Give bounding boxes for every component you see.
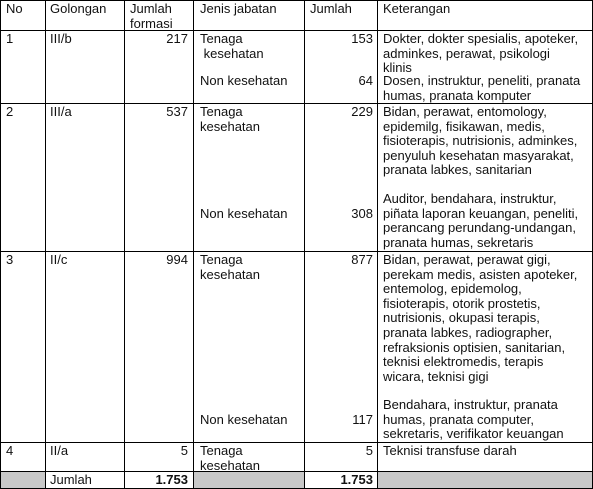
- row2-formasi: 537: [166, 104, 188, 119]
- vline-1: [45, 0, 46, 489]
- header-jenis-jabatan: Jenis jabatan: [200, 1, 277, 16]
- row2-jumlah-2: 308: [351, 206, 373, 221]
- row1-jenis-1: Tenaga kesehatan: [200, 31, 264, 61]
- row1-jumlah-1: 153: [351, 31, 373, 46]
- row1-keterangan-2: Dosen, instruktur, peneliti, pranata humas, pranata komputer: [383, 73, 581, 103]
- row2-jenis-2: Non kesehatan: [200, 206, 288, 221]
- vline-5: [377, 0, 378, 489]
- row2-keterangan-2: Auditor, bendahara, instruktur, piñata laporan keuangan, peneliti, perancang perundang-undangan, pranata humas, sekretaris: [383, 191, 579, 250]
- row4-golongan: II/a: [50, 443, 69, 458]
- total-formasi: 1.753: [155, 472, 188, 487]
- vline-4: [304, 0, 305, 489]
- header-golongan: Golongan: [50, 1, 107, 16]
- row2-keterangan-1: Bidan, perawat, entomology, epidemilg, fisikawan, medis, fisioterapis, nutrisionis, adminkes, penyuluh kesehatan masyarakat, pranata labkes, sanitarian: [383, 104, 578, 178]
- row3-no: 3: [6, 252, 14, 267]
- row2-jenis-1: Tenaga kesehatan: [200, 104, 260, 134]
- row3-keterangan-2: Bendahara, instruktur, pranata humas, pranata computer, sekretaris, verifikator keuangan: [383, 397, 564, 442]
- header-keterangan: Keterangan: [383, 1, 451, 16]
- row3-keterangan-1: Bidan, perawat, perawat gigi, perekam medis, asisten apoteker, entemolog, epidemolog, fisioterapis, otorik prostetis, nutrisionis, okupasi terapis, pranata labkes, radiographer, refraksionis optisien, sanitarian, teknisi elektromedis, terapis wicara, teknisi gigi: [383, 252, 578, 384]
- row4-formasi: 5: [180, 443, 188, 458]
- row3-formasi: 994: [166, 252, 188, 267]
- row1-golongan: III/b: [50, 31, 72, 46]
- header-jumlah: Jumlah: [310, 1, 352, 16]
- row3-jenis-1: Tenaga kesehatan: [200, 252, 260, 282]
- row3-golongan: II/c: [50, 252, 68, 267]
- header-jumlah-formasi: Jumlah formasi: [130, 1, 173, 31]
- row4-jumlah-1: 5: [365, 443, 373, 458]
- vline-3: [193, 0, 194, 489]
- row3-jumlah-2: 117: [352, 412, 373, 427]
- total-shade-mid: [194, 472, 304, 488]
- vline-0: [0, 0, 1, 489]
- row4-no: 4: [6, 443, 14, 458]
- vline-2: [124, 0, 125, 489]
- total-jumlah: 1.753: [340, 472, 373, 487]
- row1-jumlah-2: 64: [358, 73, 373, 88]
- row1-no: 1: [6, 31, 14, 46]
- row3-jenis-2: Non kesehatan: [200, 412, 288, 427]
- row1-keterangan-1: Dokter, dokter spesialis, apoteker, adminkes, perawat, psikologi klinis: [383, 31, 579, 76]
- row2-golongan: III/a: [50, 104, 72, 119]
- total-label: Jumlah: [50, 472, 92, 487]
- row1-jenis-2: Non kesehatan: [200, 73, 288, 88]
- row1-formasi: 217: [166, 31, 188, 46]
- row4-keterangan-1: Teknisi transfuse darah: [383, 443, 517, 458]
- row4-jenis-1: Tenaga kesehatan: [200, 443, 260, 473]
- row3-jumlah-1: 877: [351, 252, 373, 267]
- header-no: No: [6, 1, 23, 16]
- row2-no: 2: [6, 104, 14, 119]
- total-shade-left: [1, 472, 45, 488]
- row2-jumlah-1: 229: [351, 104, 373, 119]
- total-shade-right: [378, 472, 592, 488]
